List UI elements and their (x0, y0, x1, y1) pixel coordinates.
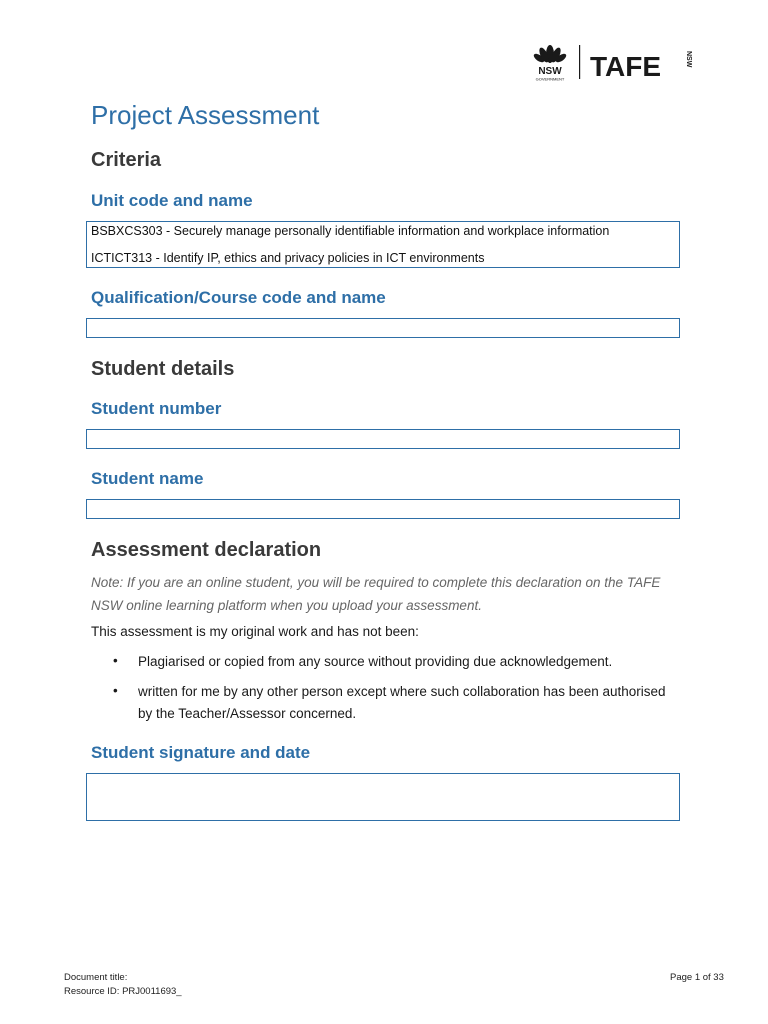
logo-tafe-nsw-text: NSW (685, 51, 692, 68)
unit-heading: Unit code and name (91, 191, 253, 210)
qualification-field[interactable] (86, 318, 680, 338)
qualification-heading: Qualification/Course code and name (91, 288, 386, 307)
student-number-heading: Student number (91, 399, 222, 418)
unit-line: ICTICT313 - Identify IP, ethics and privacy policies in ICT environments (91, 251, 485, 265)
tafe-nsw-logo (532, 42, 696, 82)
footer-document-title: Document title: (64, 972, 128, 983)
declaration-intro: This assessment is my original work and has not been: (91, 624, 419, 639)
declaration-bullet: Plagiarised or copied from any source without providing due acknowledgement. (138, 654, 613, 669)
declaration-heading: Assessment declaration (91, 539, 322, 561)
waratah-icon (532, 45, 567, 64)
signature-heading: Student signature and date (91, 743, 311, 762)
logo-nsw-text: NSW (538, 66, 562, 77)
logo-divider (579, 45, 580, 79)
declaration-note: Note: If you are an online student, you will be required to complete this declaration on the TAFE NSW online learning platform when you upload your assessment. (91, 575, 661, 613)
student-number-field[interactable] (86, 429, 680, 449)
footer-resource-id: Resource ID: PRJ0011693_ (64, 986, 182, 997)
criteria-heading: Criteria (91, 149, 162, 171)
unit-box[interactable] (86, 221, 680, 268)
signature-field[interactable] (86, 773, 680, 821)
student-name-field[interactable] (86, 499, 680, 519)
page-title: Project Assessment (91, 100, 320, 130)
declaration-bullet: written for me by any other person except where such collaboration has been authorised by the Teacher/Assessor concerned. (138, 684, 666, 721)
bullet-icon: • (113, 683, 118, 698)
bullet-icon: • (113, 653, 118, 668)
logo-tafe-text: TAFE (590, 51, 662, 82)
footer-page-number: Page 1 of 33 (670, 972, 724, 983)
student-name-heading: Student name (91, 469, 204, 488)
logo-government-text: GOVERNMENT (535, 76, 565, 82)
student-details-heading: Student details (91, 358, 235, 380)
unit-line: BSBXCS303 - Securely manage personally identifiable information and workplace information (91, 224, 610, 238)
